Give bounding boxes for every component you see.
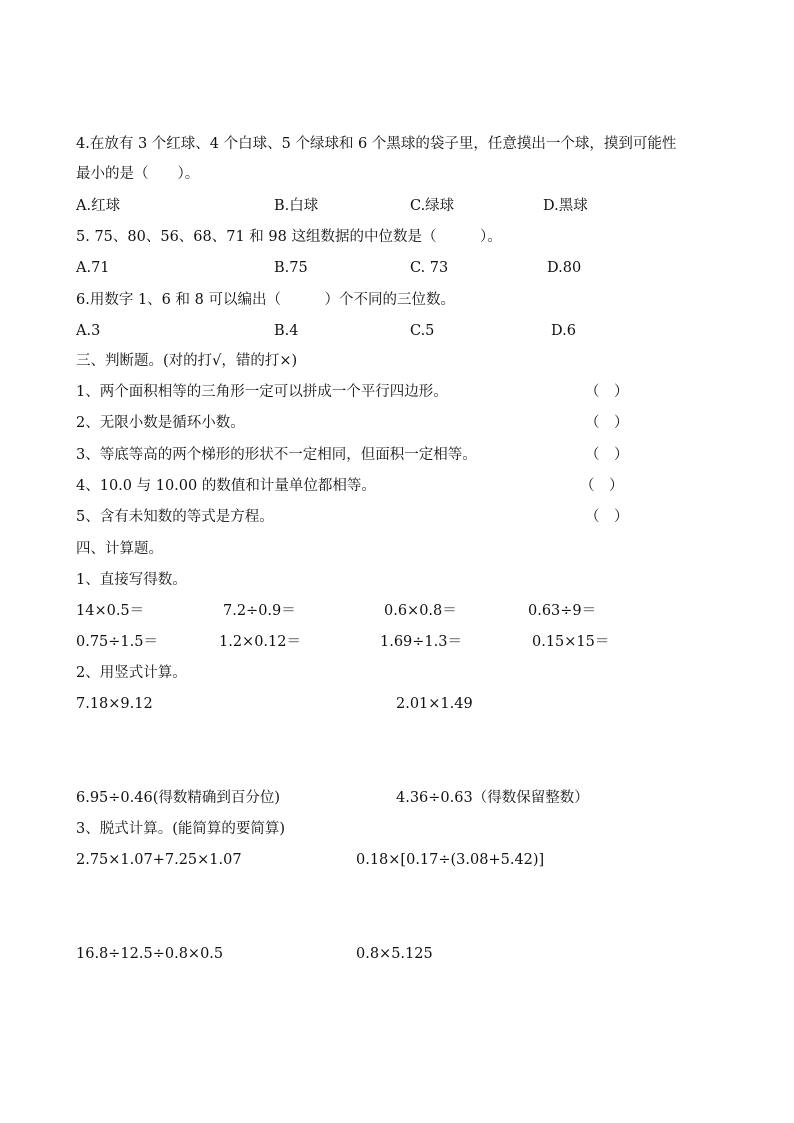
q4-option-a: A.红球 <box>76 198 121 214</box>
tf-item-2: 2、无限小数是循环小数。 <box>76 415 245 431</box>
q5-option-a: A.71 <box>76 260 110 276</box>
tf-item-1: 1、两个面积相等的三角形一定可以拼成一个平行四边形。 <box>76 384 448 400</box>
q6-option-a: A.3 <box>76 323 101 339</box>
q5-option-d: D.80 <box>547 260 582 276</box>
tf-answer-blank-4: （ ） <box>580 478 624 494</box>
q4-option-c: C.绿球 <box>410 198 455 214</box>
vertical-calc-item: 2.01×1.49 <box>396 696 473 712</box>
vertical-calc-item: 7.18×9.12 <box>76 696 153 712</box>
calc-sub2-title: 2、用竖式计算。 <box>76 665 187 681</box>
oral-calc-item: 0.75÷1.5＝ <box>76 634 158 650</box>
vertical-calc-item: 6.95÷0.46(得数精确到百分位) <box>76 790 281 806</box>
q4-option-b: B.白球 <box>274 198 319 214</box>
oral-calc-item: 0.15×15＝ <box>532 634 610 650</box>
q5-stem: 5. 75、80、56、68、71 和 98 这组数据的中位数是（ ）。 <box>76 229 502 245</box>
q6-option-c: C.5 <box>410 323 435 339</box>
oral-calc-item: 7.2÷0.9＝ <box>223 603 296 619</box>
oral-calc-item: 1.2×0.12＝ <box>219 634 301 650</box>
q4-stem-line2: 最小的是（ ）。 <box>76 166 200 182</box>
step-calc-item: 0.8×5.125 <box>356 946 433 962</box>
tf-answer-blank-5: （ ） <box>585 509 629 525</box>
calc-sub3-title: 3、脱式计算。(能简算的要简算) <box>76 821 286 837</box>
section3-heading: 三、判断题。(对的打√，错的打×) <box>76 353 298 369</box>
vertical-calc-item: 4.36÷0.63（得数保留整数） <box>396 790 589 806</box>
q6-stem: 6.用数字 1、6 和 8 可以编出（ ）个不同的三位数。 <box>76 292 455 308</box>
q6-option-d: D.6 <box>551 323 576 339</box>
oral-calc-item: 0.6×0.8＝ <box>384 603 457 619</box>
tf-item-5: 5、含有未知数的等式是方程。 <box>76 509 274 525</box>
calc-sub1-title: 1、直接写得数。 <box>76 572 187 588</box>
q6-option-b: B.4 <box>274 323 299 339</box>
step-calc-item: 2.75×1.07+7.25×1.07 <box>76 852 242 868</box>
tf-item-4: 4、10.0 与 10.00 的数值和计量单位都相等。 <box>76 478 376 494</box>
q4-option-d: D.黑球 <box>543 198 588 214</box>
tf-answer-blank-3: （ ） <box>585 447 629 463</box>
oral-calc-item: 0.63÷9＝ <box>528 603 597 619</box>
tf-answer-blank-2: （ ） <box>585 415 629 431</box>
step-calc-item: 0.18×[0.17÷(3.08+5.42)] <box>356 852 545 868</box>
oral-calc-item: 14×0.5＝ <box>76 603 145 619</box>
oral-calc-item: 1.69÷1.3＝ <box>380 634 462 650</box>
q5-option-b: B.75 <box>274 260 308 276</box>
q4-stem-line1: 4.在放有 3 个红球、4 个白球、5 个绿球和 6 个黑球的袋子里，任意摸出一个球，摸到可能性 <box>76 136 677 152</box>
tf-answer-blank-1: （ ） <box>585 384 629 400</box>
tf-item-3: 3、等底等高的两个梯形的形状不一定相同，但面积一定相等。 <box>76 447 477 463</box>
section4-heading: 四、计算题。 <box>76 541 163 557</box>
q5-option-c: C. 73 <box>410 260 449 276</box>
step-calc-item: 16.8÷12.5÷0.8×0.5 <box>76 946 224 962</box>
